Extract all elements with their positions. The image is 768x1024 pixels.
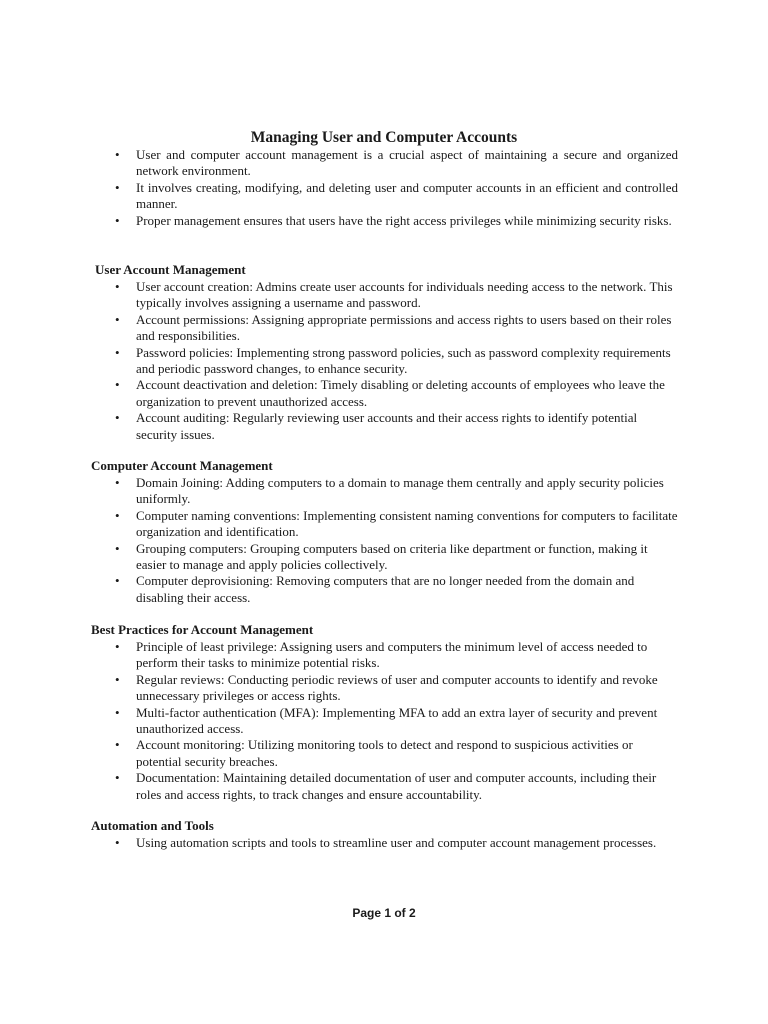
automation-bullet-list (116, 835, 678, 851)
list-item: • Account deactivation and deletion: Timely disabling or deleting accounts of employees who leave the organization to prevent unauthorized access. (116, 377, 678, 410)
section-heading-user-account-management: User Account Management (95, 262, 246, 277)
computer-account-bullet-list (116, 475, 678, 606)
section-heading-best-practices: Best Practices for Account Management (91, 622, 314, 637)
list-item: • Computer naming conventions: Implementing consistent naming conventions for computers to facilitate organization and identification. (116, 508, 678, 541)
best-practices-bullet-list (116, 639, 678, 803)
section-heading-computer-account-management: Computer Account Management (91, 458, 273, 473)
list-item: • Domain Joining: Adding computers to a domain to manage them centrally and apply security policies uniformly. (116, 475, 678, 508)
list-item: • Computer deprovisioning: Removing computers that are no longer needed from the domain and disabling their access. (116, 573, 678, 606)
list-item: • Password policies: Implementing strong password policies, such as password complexity requirements and periodic password changes, to enhance security. (116, 345, 678, 378)
list-item: • Principle of least privilege: Assigning users and computers the minimum level of access needed to perform their tasks to minimize potential risks. (116, 639, 678, 672)
list-item: • User and computer account management is a crucial aspect of maintaining a secure and organized network environment. (116, 147, 678, 180)
list-item: • Multi-factor authentication (MFA): Implementing MFA to add an extra layer of security and prevent unauthorized access. (116, 705, 678, 738)
list-item: • User account creation: Admins create user accounts for individuals needing access to the network. This typically involves assigning a username and password. (116, 279, 678, 312)
list-item: • Proper management ensures that users have the right access privileges while minimizing security risks. (116, 213, 678, 229)
user-account-bullet-list (116, 279, 678, 443)
list-item: • Account auditing: Regularly reviewing user accounts and their access rights to identify potential security issues. (116, 410, 678, 443)
list-item: • Account monitoring: Utilizing monitoring tools to detect and respond to suspicious activities or potential security breaches. (116, 737, 678, 770)
section-heading-automation-and-tools: Automation and Tools (91, 818, 214, 833)
intro-bullet-list (116, 147, 678, 229)
list-item: • Grouping computers: Grouping computers based on criteria like department or function, making it easier to manage and apply policies collectively. (116, 541, 678, 574)
document-title: Managing User and Computer Accounts (250, 129, 518, 146)
list-item: • Using automation scripts and tools to streamline user and computer account management processes. (116, 835, 678, 851)
list-item: • Regular reviews: Conducting periodic reviews of user and computer accounts to identify and revoke unnecessary privileges or access rights. (116, 672, 678, 705)
list-item: • It involves creating, modifying, and deleting user and computer accounts in an efficient and controlled manner. (116, 180, 678, 213)
page-number-footer: Page 1 of 2 (352, 906, 416, 920)
list-item: • Account permissions: Assigning appropriate permissions and access rights to users based on their roles and responsibilities. (116, 312, 678, 345)
list-item: • Documentation: Maintaining detailed documentation of user and computer accounts, including their roles and access rights, to track changes and ensure accountability. (116, 770, 678, 803)
